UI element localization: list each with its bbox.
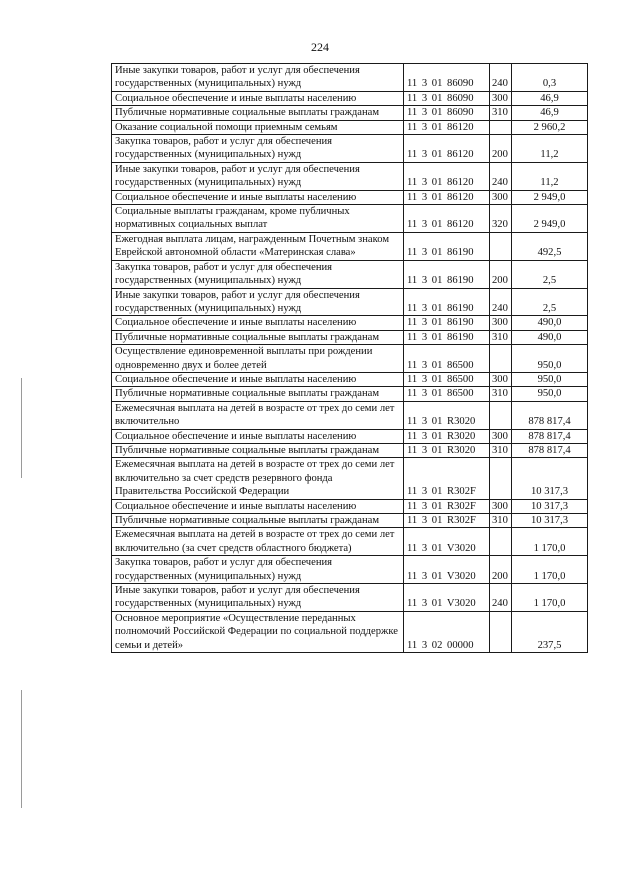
table-row [112, 556, 588, 584]
item-name: Социальное обеспечение и иные выплаты населению [112, 372, 404, 386]
target-code: 11 3 01 86190 [404, 330, 490, 344]
table-row [112, 458, 588, 499]
item-name: Публичные нормативные социальные выплаты гражданам [112, 443, 404, 457]
target-code: 11 3 01 86120 [404, 205, 490, 233]
margin-mark [21, 378, 22, 478]
target-code: 11 3 01 R3020 [404, 429, 490, 443]
table-row [112, 372, 588, 386]
amount: 11,2 [512, 135, 588, 163]
expense-type [490, 345, 512, 373]
item-name: Социальное обеспечение и иные выплаты населению [112, 499, 404, 513]
amount: 11,2 [512, 162, 588, 190]
target-code: 11 3 01 86190 [404, 260, 490, 288]
table-row [112, 162, 588, 190]
target-code: 11 3 01 86190 [404, 232, 490, 260]
amount: 492,5 [512, 232, 588, 260]
table-row [112, 514, 588, 528]
item-name: Ежегодная выплата лицам, награжденным Почетным знаком Еврейской автономной области «Материнская слава» [112, 232, 404, 260]
expense-type: 310 [490, 106, 512, 120]
target-code: 11 3 01 V3020 [404, 556, 490, 584]
table-row [112, 528, 588, 556]
expense-type: 310 [490, 443, 512, 457]
expense-type: 300 [490, 190, 512, 204]
target-code: 11 3 01 86500 [404, 372, 490, 386]
table-row [112, 260, 588, 288]
target-code: 11 3 01 86090 [404, 106, 490, 120]
expense-type [490, 458, 512, 499]
item-name: Социальное обеспечение и иные выплаты населению [112, 190, 404, 204]
target-code: 11 3 01 86120 [404, 135, 490, 163]
table-row [112, 232, 588, 260]
amount: 1 170,0 [512, 556, 588, 584]
margin-mark [21, 690, 22, 808]
target-code: 11 3 01 86120 [404, 162, 490, 190]
item-name: Осуществление единовременной выплаты при рождении одновременно двух и более детей [112, 345, 404, 373]
amount: 950,0 [512, 372, 588, 386]
item-name: Публичные нормативные социальные выплаты гражданам [112, 387, 404, 401]
target-code: 11 3 01 86090 [404, 64, 490, 92]
expense-type: 310 [490, 387, 512, 401]
amount: 46,9 [512, 106, 588, 120]
target-code: 11 3 01 86120 [404, 190, 490, 204]
amount: 878 817,4 [512, 401, 588, 429]
amount: 950,0 [512, 387, 588, 401]
item-name: Закупка товаров, работ и услуг для обеспечения государственных (муниципальных) нужд [112, 260, 404, 288]
expense-type: 200 [490, 556, 512, 584]
amount: 46,9 [512, 91, 588, 105]
table-row [112, 611, 588, 652]
table-row [112, 387, 588, 401]
target-code: 11 3 01 86190 [404, 316, 490, 330]
expense-type: 240 [490, 288, 512, 316]
expense-type: 300 [490, 499, 512, 513]
table-row [112, 316, 588, 330]
table-row [112, 64, 588, 92]
table-row [112, 288, 588, 316]
expense-type: 200 [490, 260, 512, 288]
amount: 2 960,2 [512, 120, 588, 134]
item-name: Публичные нормативные социальные выплаты гражданам [112, 514, 404, 528]
amount: 237,5 [512, 611, 588, 652]
amount: 490,0 [512, 330, 588, 344]
item-name: Социальное обеспечение и иные выплаты населению [112, 429, 404, 443]
target-code: 11 3 01 R302F [404, 499, 490, 513]
target-code: 11 3 01 R302F [404, 514, 490, 528]
expense-type: 300 [490, 316, 512, 330]
target-code: 11 3 01 R3020 [404, 443, 490, 457]
item-name: Основное мероприятие «Осуществление переданных полномочий Российской Федерации по социальной поддержке семьи и детей» [112, 611, 404, 652]
expense-type [490, 120, 512, 134]
target-code: 11 3 01 86190 [404, 288, 490, 316]
item-name: Оказание социальной помощи приемным семьям [112, 120, 404, 134]
amount: 1 170,0 [512, 584, 588, 612]
expense-type: 240 [490, 584, 512, 612]
item-name: Закупка товаров, работ и услуг для обеспечения государственных (муниципальных) нужд [112, 135, 404, 163]
target-code: 11 3 02 00000 [404, 611, 490, 652]
amount: 2,5 [512, 288, 588, 316]
expense-type: 320 [490, 205, 512, 233]
expense-type: 310 [490, 514, 512, 528]
table-row [112, 401, 588, 429]
target-code: 11 3 01 V3020 [404, 528, 490, 556]
table-row [112, 345, 588, 373]
target-code: 11 3 01 86500 [404, 345, 490, 373]
expense-type: 200 [490, 135, 512, 163]
table-row [112, 135, 588, 163]
item-name: Иные закупки товаров, работ и услуг для обеспечения государственных (муниципальных) нужд [112, 162, 404, 190]
table-row [112, 91, 588, 105]
amount: 10 317,3 [512, 499, 588, 513]
target-code: 11 3 01 R3020 [404, 401, 490, 429]
amount: 490,0 [512, 316, 588, 330]
expense-type: 310 [490, 330, 512, 344]
table-row [112, 190, 588, 204]
target-code: 11 3 01 86090 [404, 91, 490, 105]
table-row [112, 499, 588, 513]
item-name: Иные закупки товаров, работ и услуг для обеспечения государственных (муниципальных) нужд [112, 288, 404, 316]
budget-table [111, 63, 588, 653]
item-name: Публичные нормативные социальные выплаты гражданам [112, 106, 404, 120]
table-row [112, 205, 588, 233]
amount: 10 317,3 [512, 514, 588, 528]
amount: 0,3 [512, 64, 588, 92]
item-name: Иные закупки товаров, работ и услуг для обеспечения государственных (муниципальных) нужд [112, 64, 404, 92]
expense-type: 300 [490, 429, 512, 443]
expense-type: 300 [490, 372, 512, 386]
table-row [112, 584, 588, 612]
amount: 2 949,0 [512, 205, 588, 233]
item-name: Иные закупки товаров, работ и услуг для обеспечения государственных (муниципальных) нужд [112, 584, 404, 612]
item-name: Социальное обеспечение и иные выплаты населению [112, 91, 404, 105]
amount: 950,0 [512, 345, 588, 373]
expense-type: 240 [490, 64, 512, 92]
table-body [112, 64, 588, 653]
item-name: Закупка товаров, работ и услуг для обеспечения государственных (муниципальных) нужд [112, 556, 404, 584]
amount: 878 817,4 [512, 429, 588, 443]
item-name: Социальные выплаты гражданам, кроме публичных нормативных социальных выплат [112, 205, 404, 233]
expense-type [490, 528, 512, 556]
table-row [112, 443, 588, 457]
item-name: Социальное обеспечение и иные выплаты населению [112, 316, 404, 330]
expense-type [490, 611, 512, 652]
target-code: 11 3 01 86500 [404, 387, 490, 401]
item-name: Ежемесячная выплата на детей в возрасте от трех до семи лет включительно за счет средств резервного фонда Правительства Российской Федерации [112, 458, 404, 499]
amount: 2,5 [512, 260, 588, 288]
amount: 878 817,4 [512, 443, 588, 457]
expense-type: 240 [490, 162, 512, 190]
target-code: 11 3 01 R302F [404, 458, 490, 499]
amount: 1 170,0 [512, 528, 588, 556]
table-row [112, 330, 588, 344]
target-code: 11 3 01 86120 [404, 120, 490, 134]
page-number: 224 [311, 40, 329, 54]
expense-type [490, 232, 512, 260]
expense-type: 300 [490, 91, 512, 105]
table-row [112, 429, 588, 443]
item-name: Публичные нормативные социальные выплаты гражданам [112, 330, 404, 344]
expense-type [490, 401, 512, 429]
item-name: Ежемесячная выплата на детей в возрасте от трех до семи лет включительно [112, 401, 404, 429]
target-code: 11 3 01 V3020 [404, 584, 490, 612]
amount: 10 317,3 [512, 458, 588, 499]
item-name: Ежемесячная выплата на детей в возрасте от трех до семи лет включительно (за счет средств областного бюджета) [112, 528, 404, 556]
table-row [112, 120, 588, 134]
table-row [112, 106, 588, 120]
amount: 2 949,0 [512, 190, 588, 204]
